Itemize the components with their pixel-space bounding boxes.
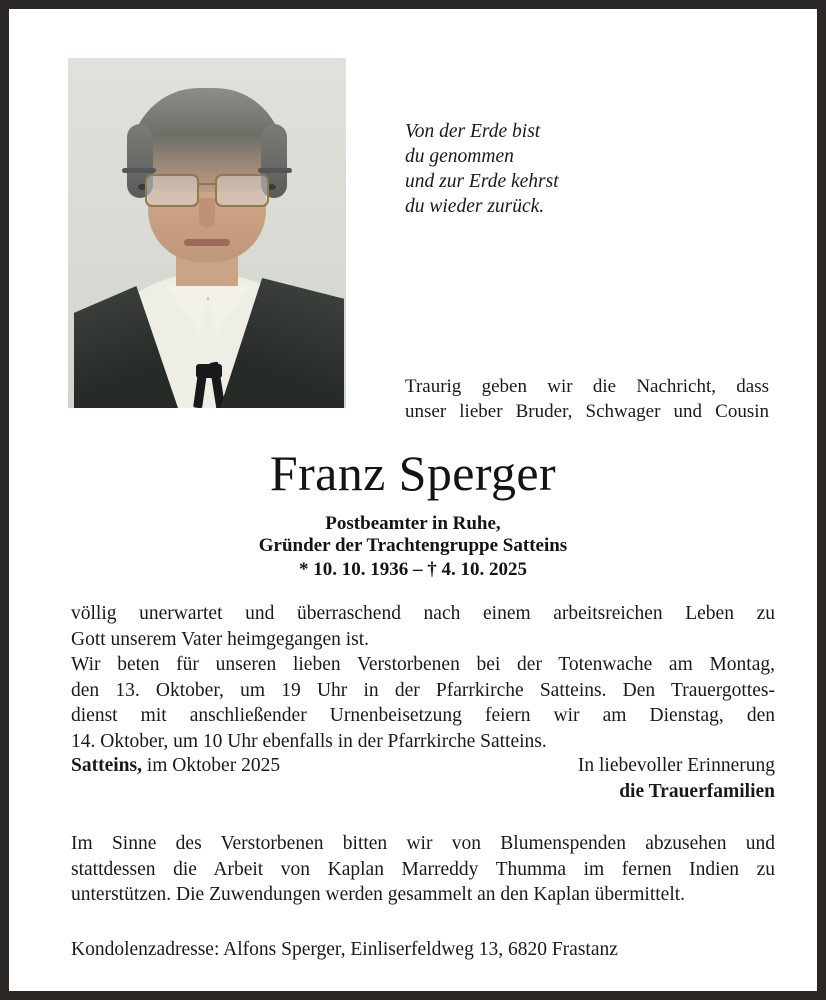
body-p2-line-3: dienst mit anschließender Urnenbeisetzung feiern wir am Dienstag, den bbox=[71, 705, 775, 726]
signature-place-date bbox=[71, 753, 280, 779]
glasses-lens-right bbox=[215, 174, 269, 207]
donation-paragraph bbox=[71, 831, 775, 908]
body-p1-line-1: völlig unerwartet und überraschend nach einem arbeitsreichen Leben zu bbox=[71, 603, 775, 624]
verse-line-3: und zur Erde kehrst bbox=[405, 171, 559, 192]
body-p2-line-2: den 13. Oktober, um 19 Uhr in der Pfarrkirche Satteins. Den Trauergottes- bbox=[71, 679, 775, 701]
mouth-shape bbox=[184, 239, 230, 246]
glasses-lens-left bbox=[145, 174, 199, 207]
body-p2-line-1: Wir beten für unseren lieben Verstorbenen bei der Totenwache am Montag, bbox=[71, 654, 775, 675]
deceased-role-line-2: Gründer der Trachtengruppe Satteins bbox=[258, 535, 568, 556]
deceased-dates: * 10. 10. 1936 – † 4. 10. 2025 bbox=[299, 559, 527, 580]
body-text-column bbox=[71, 601, 775, 754]
signature-family: die Trauerfamilien bbox=[619, 781, 775, 802]
eyebrow-right bbox=[258, 168, 292, 173]
verse-line-1: Von der Erde bist bbox=[405, 121, 541, 142]
body-paragraph-2 bbox=[71, 652, 775, 754]
memorial-verse bbox=[405, 119, 745, 219]
signature-row bbox=[71, 753, 775, 813]
verse-line-4: du wieder zurück. bbox=[405, 196, 545, 217]
glasses-icon bbox=[143, 174, 271, 204]
donation-request bbox=[71, 831, 775, 908]
signature-family-block bbox=[578, 753, 775, 805]
obituary-notice-inner bbox=[9, 9, 817, 991]
body-paragraph-1 bbox=[71, 601, 775, 652]
announcement-line-2: unser lieber Bruder, Schwager und Cousin bbox=[405, 401, 769, 422]
condolence-address: Kondolenzadresse: Alfons Sperger, Einliserfeldweg 13, 6820 Frastanz bbox=[71, 939, 618, 960]
deceased-roles bbox=[9, 513, 817, 557]
glasses-bridge bbox=[197, 183, 217, 185]
donation-line-1: Im Sinne des Verstorbenen bitten wir von Blumenspenden abzusehen und bbox=[71, 833, 775, 854]
signature-date: im Oktober 2025 bbox=[141, 755, 281, 776]
eyebrow-left bbox=[122, 168, 156, 173]
donation-line-3: unterstützen. Die Zuwendungen werden gesammelt an den Kaplan übermittelt. bbox=[71, 884, 686, 905]
announcement-line-1: Traurig geben wir die Nachricht, dass bbox=[405, 376, 769, 397]
body-p1-line-2: Gott unserem Vater heimgegangen ist. bbox=[71, 628, 370, 650]
body-p2-line-4: 14. Oktober, um 10 Uhr ebenfalls in der Pfarrkirche Satteins. bbox=[71, 730, 547, 752]
deceased-name: Franz Sperger bbox=[269, 445, 557, 501]
donation-line-2: stattdessen die Arbeit von Kaplan Marreddy Thumma im fernen Indien zu bbox=[71, 858, 775, 880]
bowtie-knot bbox=[196, 364, 222, 378]
signature-place: Satteins, bbox=[71, 755, 142, 776]
portrait-photo bbox=[68, 58, 346, 408]
deceased-role-line-1: Postbeamter in Ruhe, bbox=[325, 513, 501, 534]
verse-line-2: du genommen bbox=[405, 146, 514, 167]
announcement-text bbox=[405, 374, 769, 424]
portrait-photo-canvas bbox=[68, 58, 346, 408]
signature-closing: In liebevoller Erinnerung bbox=[577, 755, 775, 776]
